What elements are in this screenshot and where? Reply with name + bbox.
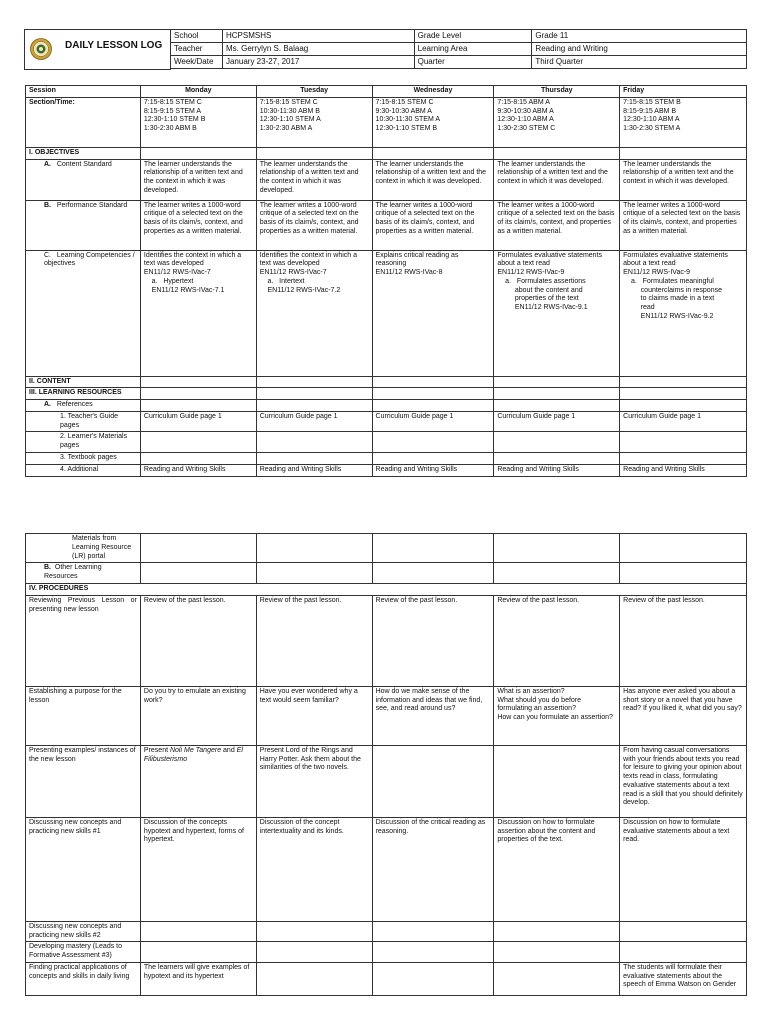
learning-area-label: Learning Area [414, 43, 532, 56]
applications-wednesday [372, 962, 494, 995]
performance-standard-text: Performance Standard [56, 201, 128, 209]
week-date-value: January 23-27, 2017 [222, 56, 414, 69]
references-row [26, 400, 747, 412]
content-standard-text: Content Standard [56, 160, 112, 168]
learning-area-value: Reading and Writing [532, 43, 747, 56]
content-standard-friday: The learner understands the relationship of a written text and the context in which it was developed. [620, 159, 747, 200]
review-thursday: Review of the past lesson. [494, 595, 620, 686]
other-resources-letter: B. [44, 564, 51, 572]
learners-materials-row [26, 432, 747, 453]
add-tuesday: Reading and Writing Skills [256, 464, 372, 476]
header-row-school [171, 30, 747, 43]
materials-lr-row [26, 534, 747, 563]
discussion1-friday: Discussion on how to formulate evaluative statements about a text read. [620, 817, 747, 921]
procedures-table [25, 533, 747, 996]
examples-thursday [494, 745, 620, 817]
examples-friday: From having casual conversations with your friends about texts you read for leisure to giving your opinion about texts read in class, formulating evaluative statements about a text read is a skill that you should definitely develop. [620, 745, 747, 817]
header-title-box [24, 29, 171, 70]
teachers-guide-row [26, 411, 747, 432]
day-friday: Friday [620, 86, 747, 98]
add-wednesday: Reading and Writing Skills [372, 464, 494, 476]
fili-title: El Filibusterismo [143, 746, 243, 763]
review-wednesday: Review of the past lesson. [372, 595, 494, 686]
header-row-week [171, 56, 747, 69]
performance-standard-thursday: The learner writes a 1000-word critique of a selected text on the basis of its claim/s, context, and properties as a written material. [494, 200, 620, 250]
competencies-text: Learning Competencies / objectives [44, 251, 135, 268]
competencies-friday: Formulates evaluative statements about a text read EN11/12 RWS-IVac-9 a. Formulates meaningful counterclaims in response to claims made in a text read EN11/12 RWS-IVac-9.2 [620, 250, 747, 376]
references-text: References [56, 401, 93, 408]
purpose-thursday: What is an assertion? What should you do before formulating an assertion? How can you formulate an assertion? [494, 686, 620, 745]
procedure-row-examples [26, 745, 747, 817]
day-header-row [26, 86, 747, 98]
tg-monday: Curriculum Guide page 1 [140, 411, 256, 432]
grade-level-value: Grade 11 [532, 30, 747, 43]
applications-friday: The students will formulate their evaluative statements about the speech of Emma Watson on Gender [620, 962, 747, 995]
add-thursday: Reading and Writing Skills [494, 464, 620, 476]
content-standard-wednesday: The learner understands the relationship of a written text and the context in which it was developed. [372, 159, 494, 200]
week-date-label: Week/Date [171, 56, 223, 69]
references-label [26, 400, 141, 412]
content-heading: II. CONTENT [26, 376, 141, 388]
section-wednesday: 7:15-8:15 STEM C 9:30-10:30 ABM A 10:30-11:30 STEM A 12:30-1:10 STEM B [372, 97, 494, 147]
section-friday: 7:15-8:15 STEM B 8:15-9:15 ABM B 12:30-1:10 ABM A 1:30-2:30 STEM A [620, 97, 747, 147]
procedure-label-purpose: Establishing a purpose for the lesson [26, 686, 141, 745]
examples-wednesday [372, 745, 494, 817]
applications-thursday [494, 962, 620, 995]
procedures-row [26, 583, 747, 595]
other-resources-label [26, 563, 141, 584]
review-monday: Review of the past lesson. [140, 595, 256, 686]
section-monday: 7:15-8:15 STEM C 8:15-9:15 STEM A 12:30-1:10 STEM B 1:30-2:30 ABM B [140, 97, 256, 147]
materials-lr-label: Materials from Learning Resource (LR) portal [26, 534, 141, 563]
procedure-label-discussion2: Discussing new concepts and practicing new skills #2 [26, 921, 141, 942]
school-value: HCPSMSHS [222, 30, 414, 43]
competencies-tuesday: Identifies the context in which a text was developed EN11/12 RWS-IVac-7 a. Intertext EN11/12 RWS-IVac-7.2 [256, 250, 372, 376]
purpose-monday: Do you try to emulate an existing work? [140, 686, 256, 745]
discussion1-tuesday: Discussion of the concept intertextuality and its kinds. [256, 817, 372, 921]
performance-standard-tuesday: The learner writes a 1000-word critique of a selected text on the basis of its claim/s, context, and properties as a written material. [256, 200, 372, 250]
textbook-row [26, 452, 747, 464]
section-tuesday: 7:15-8:15 STEM C 10:30-11:30 ABM B 12:30-1:10 STEM A 1:30-2:30 ABM A [256, 97, 372, 147]
competencies-label [26, 250, 141, 376]
day-thursday: Thursday [494, 86, 620, 98]
tg-thursday: Curriculum Guide page 1 [494, 411, 620, 432]
procedure-label-mastery: Developing mastery (Leads to Formative Assessment #3) [26, 942, 141, 963]
quarter-value: Third Quarter [532, 56, 747, 69]
competencies-letter: C. [44, 251, 51, 259]
additional-label: 4. Additional [26, 464, 141, 476]
procedure-row-applications [26, 962, 747, 995]
review-friday: Review of the past lesson. [620, 595, 747, 686]
competencies-monday: Identifies the context in which a text was developed EN11/12 RWS-IVac-7 a. Hypertext EN11/12 RWS-IVac-7.1 [140, 250, 256, 376]
quarter-label: Quarter [414, 56, 532, 69]
other-resources-row [26, 563, 747, 584]
applications-monday: The learners will give examples of hypotext and its hypertext [140, 962, 256, 995]
examples-monday-prefix: Present [143, 746, 170, 754]
examples-tuesday: Present Lord of the Rings and Harry Potter. Ask them about the similarities of the two novels. [256, 745, 372, 817]
tg-tuesday: Curriculum Guide page 1 [256, 411, 372, 432]
performance-standard-letter: B. [44, 201, 51, 209]
day-tuesday: Tuesday [256, 86, 372, 98]
procedure-row-discussion1 [26, 817, 747, 921]
teacher-label: Teacher [171, 43, 223, 56]
learning-resources-row [26, 388, 747, 400]
noli-title: Noli Me Tangere [169, 746, 222, 754]
competencies-thursday: Formulates evaluative statements about a text read EN11/12 RWS-IVac-9 a. Formulates assertions about the content and properties of the text EN11/12 RWS-IVac-9.1 [494, 250, 620, 376]
procedures-heading: IV. PROCEDURES [26, 583, 747, 595]
performance-standard-monday: The learner writes a 1000-word critique of a selected text on the basis of its claim/s, context, and properties as a written material. [140, 200, 256, 250]
objectives-heading: I. OBJECTIVES [26, 147, 141, 159]
header-row-teacher [171, 43, 747, 56]
content-standard-tuesday: The learner understands the relationship of a written text and the context in which it was developed. [256, 159, 372, 200]
performance-standard-friday: The learner writes a 1000-word critique of a selected text on the basis of its claim/s, context, and properties as a written material. [620, 200, 747, 250]
tg-friday: Curriculum Guide page 1 [620, 411, 747, 432]
procedure-label-discussion1: Discussing new concepts and practicing new skills #1 [26, 817, 141, 921]
discussion1-monday: Discussion of the concepts hypotext and hypertext, forms of hypertext. [140, 817, 256, 921]
examples-monday [140, 745, 256, 817]
learners-materials-label: 2. Learner's Materials pages [26, 432, 141, 453]
add-monday: Reading and Writing Skills [140, 464, 256, 476]
content-standard-monday: The learner understands the relationship of a written text and the context in which it was developed. [140, 159, 256, 200]
tg-wednesday: Curriculum Guide page 1 [372, 411, 494, 432]
purpose-wednesday: How do we make sense of the information and ideas that we find, see, and read around us? [372, 686, 494, 745]
teachers-guide-label: 1. Teacher's Guide pages [26, 411, 141, 432]
procedure-row-purpose [26, 686, 747, 745]
session-label: Session [26, 86, 141, 98]
grade-level-label: Grade Level [414, 30, 532, 43]
section-thursday: 7:15-8:15 ABM A 9:30-10:30 ABM A 12:30-1:10 ABM A 1:30-2:30 STEM C [494, 97, 620, 147]
lesson-log-table [25, 85, 747, 477]
document-title: DAILY LESSON LOG [65, 40, 163, 51]
performance-standard-label [26, 200, 141, 250]
day-monday: Monday [140, 86, 256, 98]
add-friday: Reading and Writing Skills [620, 464, 747, 476]
procedure-label-applications: Finding practical applications of concepts and skills in daily living [26, 962, 141, 995]
procedure-label-review: Reviewing Previous Lesson or presenting new lesson [26, 595, 141, 686]
content-standard-row [26, 159, 747, 200]
content-row [26, 376, 747, 388]
content-standard-thursday: The learner understands the relationship of a written text and the context in which it was developed. [494, 159, 620, 200]
school-label: School [171, 30, 223, 43]
procedure-label-examples: Presenting examples/ instances of the new lesson [26, 745, 141, 817]
additional-row [26, 464, 747, 476]
purpose-friday: Has anyone ever asked you about a short story or a novel that you have read? If you liked it, what did you say? [620, 686, 747, 745]
procedure-row-review [26, 595, 747, 686]
performance-standard-wednesday: The learner writes a 1000-word critique of a selected text on the basis of its claim/s, context, and properties as a written material. [372, 200, 494, 250]
header-info-table [170, 29, 747, 69]
competencies-row [26, 250, 747, 376]
section-time-label: Section/Time: [26, 97, 141, 147]
procedure-row-discussion2 [26, 921, 747, 942]
teacher-value: Ms. Gerrylyn S. Balaag [222, 43, 414, 56]
examples-monday-mid: and [221, 746, 237, 754]
competencies-wednesday: Explains critical reading as reasoning EN11/12 RWS-IVac-8 [372, 250, 494, 376]
procedure-row-mastery [26, 942, 747, 963]
section-time-row [26, 97, 747, 147]
content-standard-label [26, 159, 141, 200]
discussion1-thursday: Discussion on how to formulate assertion about the content and properties of the text. [494, 817, 620, 921]
purpose-tuesday: Have you ever wondered why a text would seem familiar? [256, 686, 372, 745]
performance-standard-row [26, 200, 747, 250]
content-standard-letter: A. [44, 160, 51, 168]
learning-resources-heading: III. LEARNING RESOURCES [26, 388, 141, 400]
review-tuesday: Review of the past lesson. [256, 595, 372, 686]
references-letter: A. [44, 401, 51, 408]
objectives-row [26, 147, 747, 159]
day-wednesday: Wednesday [372, 86, 494, 98]
applications-tuesday [256, 962, 372, 995]
discussion1-wednesday: Discussion of the critical reading as reasoning. [372, 817, 494, 921]
other-resources-text: Other Learning Resources [44, 564, 102, 580]
textbook-label: 3. Textbook pages [26, 452, 141, 464]
